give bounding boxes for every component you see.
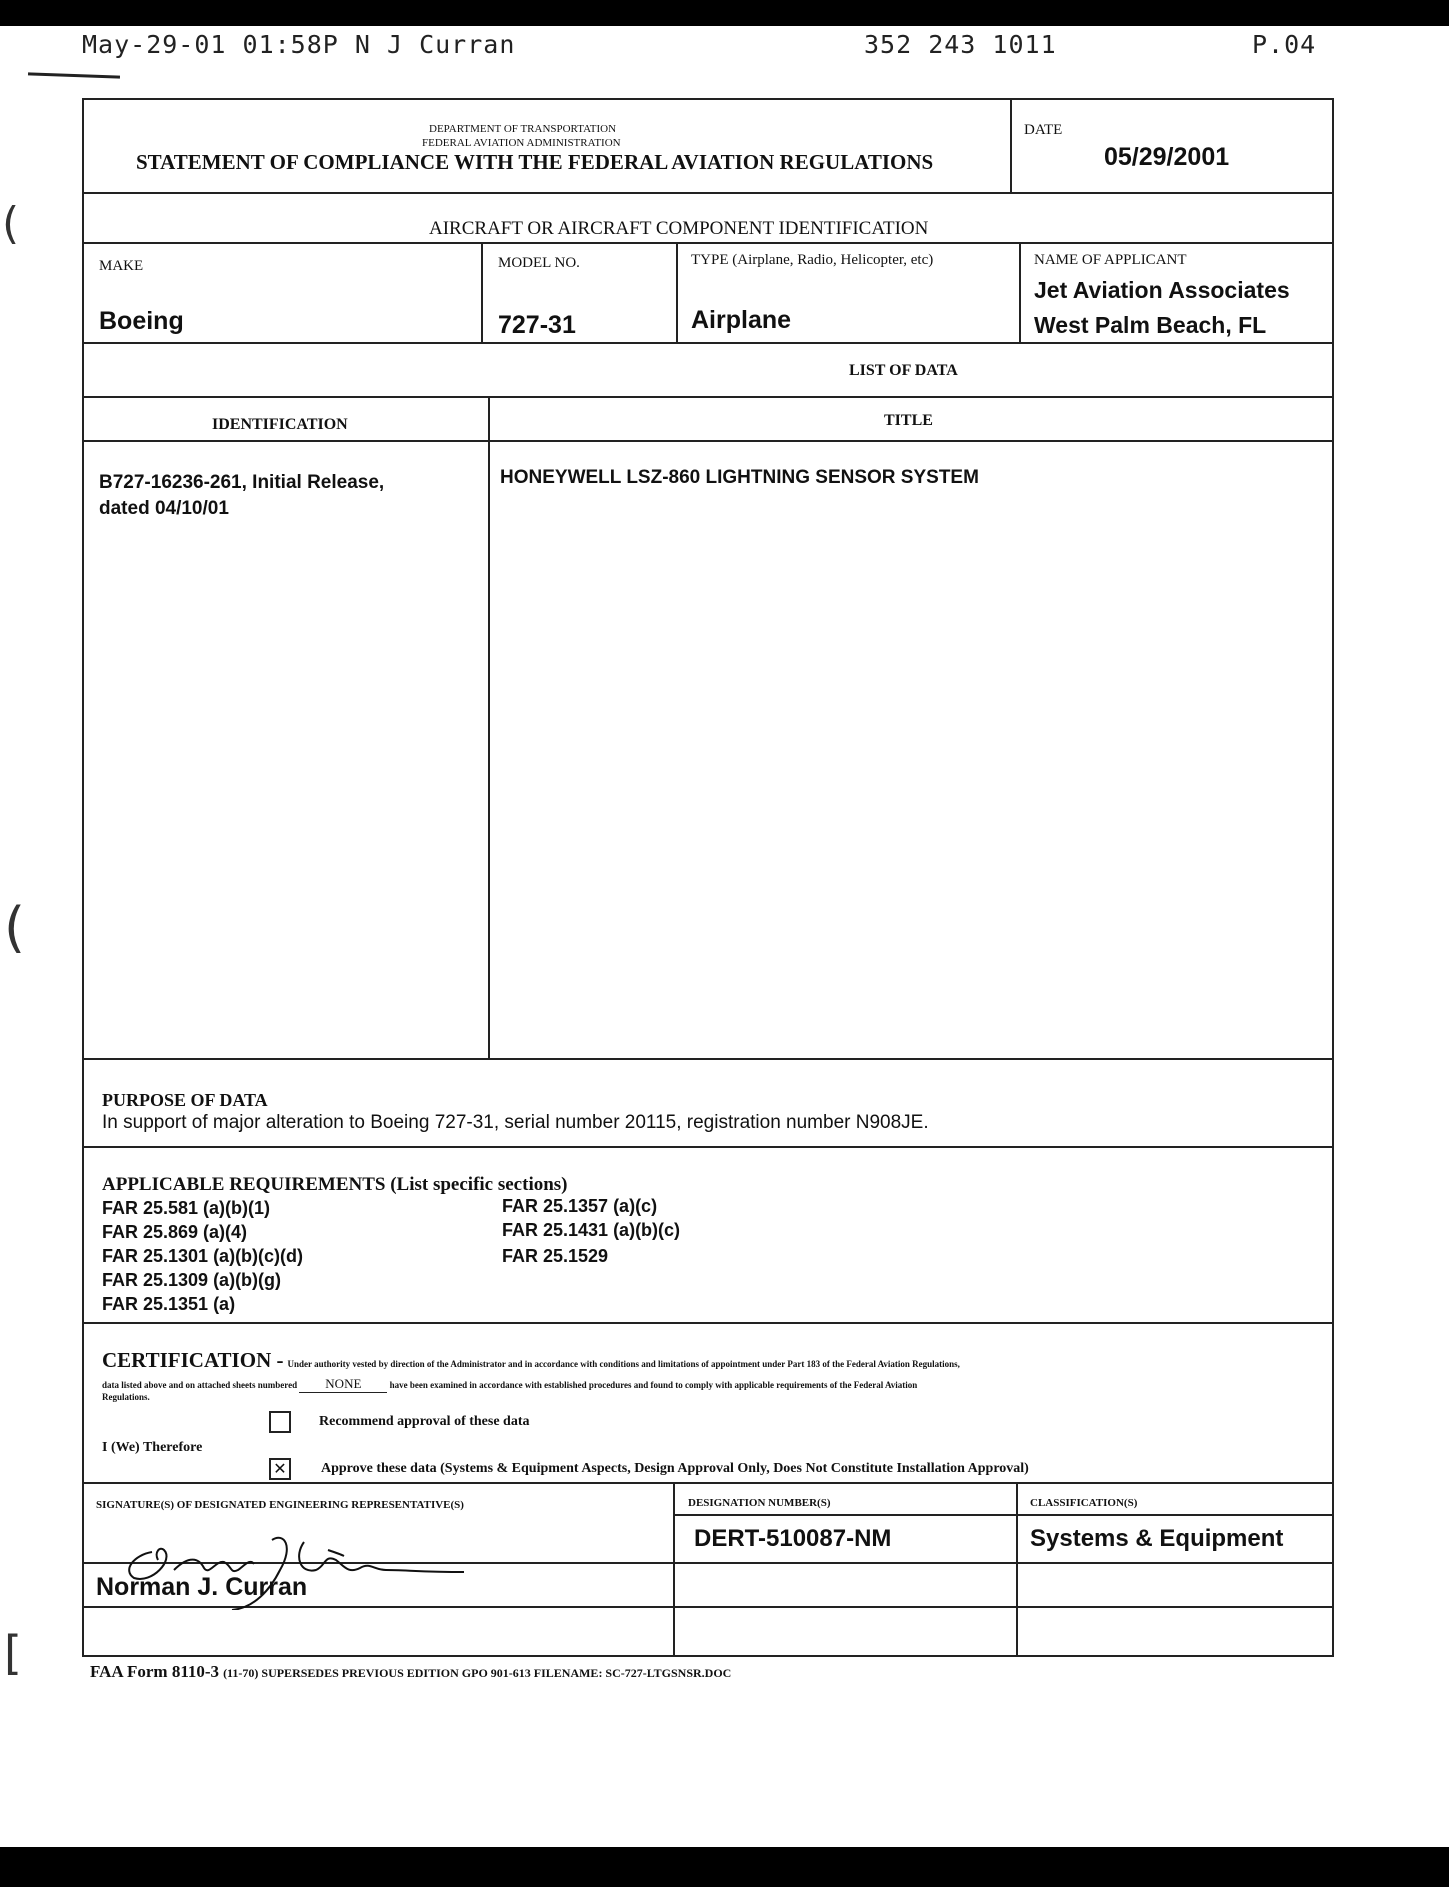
- identification-value-line1: B727-16236-261, Initial Release,: [99, 472, 385, 493]
- requirement-item: FAR 25.1309 (a)(b)(g): [102, 1270, 282, 1290]
- certification-text-part1: Under authority vested by direction of the Administrator and in accordance with conditions and limitations of appointment under Part 183 of the Federal Aviation Regulations,: [287, 1359, 960, 1369]
- form-details: (11-70) SUPERSEDES PREVIOUS EDITION GPO 901-613 FILENAME: SC-727-LTGSNSR.DOC: [223, 1666, 732, 1680]
- title-column-header: TITLE: [884, 412, 933, 429]
- applicant-label: NAME OF APPLICANT: [1034, 252, 1187, 268]
- attached-sheets-value: NONE: [299, 1376, 387, 1393]
- approve-data-label: Approve these data (Systems & Equipment Aspects, Design Approval Only, Does Not Constitute Installation Approval): [321, 1461, 1029, 1476]
- recommend-approval-checkbox[interactable]: [269, 1411, 291, 1433]
- requirement-item: FAR 25.1431 (a)(b)(c): [502, 1220, 681, 1240]
- scan-bottom-border: [0, 1847, 1449, 1887]
- certification-line2: [102, 1376, 917, 1393]
- requirement-item: FAR 25.1301 (a)(b)(c)(d): [102, 1246, 304, 1266]
- faa-form-8110-3: [82, 98, 1334, 1657]
- applicant-location: West Palm Beach, FL: [1034, 312, 1267, 338]
- certification-text-part2: data listed above and on attached sheets numbered: [102, 1380, 298, 1390]
- binder-hole-mark: (: [2, 198, 20, 249]
- type-label: TYPE (Airplane, Radio, Helicopter, etc): [691, 252, 934, 268]
- recommend-approval-label: Recommend approval of these data: [319, 1414, 530, 1429]
- certification-text-part3: have been examined in accordance with established procedures and found to comply with applicable requirements of the Federal Aviation: [389, 1380, 918, 1390]
- purpose-label: PURPOSE OF DATA: [102, 1090, 268, 1110]
- designation-number-label: DESIGNATION NUMBER(S): [688, 1497, 831, 1509]
- handwritten-signature: [104, 1500, 534, 1610]
- requirements-label: APPLICABLE REQUIREMENTS (List specific sections): [102, 1174, 568, 1195]
- title-value: HONEYWELL LSZ-860 LIGHTNING SENSOR SYSTEM: [500, 467, 979, 488]
- requirement-item: FAR 25.1351 (a): [102, 1294, 236, 1314]
- requirement-item: FAR 25.1529: [502, 1246, 609, 1266]
- certification-text-part4: Regulations.: [102, 1392, 150, 1402]
- agency-name: FEDERAL AVIATION ADMINISTRATION: [422, 137, 621, 149]
- type-value: Airplane: [691, 306, 792, 334]
- classification-label: CLASSIFICATION(S): [1030, 1497, 1138, 1509]
- identification-column-header: IDENTIFICATION: [212, 416, 348, 433]
- purpose-text: In support of major alteration to Boeing 727-31, serial number 20115, registration number N908JE.: [102, 1112, 929, 1133]
- date-value: 05/29/2001: [1104, 143, 1230, 171]
- scan-mark: [28, 72, 120, 78]
- make-label: MAKE: [99, 258, 144, 274]
- certification-label: CERTIFICATION -: [102, 1348, 284, 1372]
- list-of-data-title: LIST OF DATA: [849, 362, 958, 379]
- requirement-item: FAR 25.869 (a)(4): [102, 1222, 248, 1242]
- applicant-name: Jet Aviation Associates: [1034, 277, 1290, 303]
- model-label: MODEL NO.: [498, 255, 580, 271]
- therefore-label: I (We) Therefore: [102, 1440, 203, 1455]
- approve-data-checkbox[interactable]: ✕: [269, 1458, 291, 1480]
- signature-label: SIGNATURE(S) OF DESIGNATED ENGINEERING REPRESENTATIVE(S): [96, 1499, 464, 1511]
- representative-name: Norman J. Curran: [96, 1573, 308, 1601]
- identification-section-title: AIRCRAFT OR AIRCRAFT COMPONENT IDENTIFICATION: [429, 218, 929, 239]
- fax-phone-number: 352 243 1011: [864, 30, 1057, 59]
- binder-hole-mark: [: [4, 1626, 22, 1680]
- binder-hole-mark: (: [4, 896, 26, 959]
- department-name: DEPARTMENT OF TRANSPORTATION: [429, 123, 617, 135]
- scan-top-border: [0, 0, 1449, 26]
- model-value: 727-31: [498, 311, 576, 339]
- requirement-item: FAR 25.1357 (a)(c): [502, 1196, 658, 1216]
- form-title: STATEMENT OF COMPLIANCE WITH THE FEDERAL AVIATION REGULATIONS: [136, 150, 934, 174]
- requirement-item: FAR 25.581 (a)(b)(1): [102, 1198, 271, 1218]
- fax-sender-line: May-29-01 01:58P N J Curran: [82, 30, 516, 59]
- date-label: DATE: [1024, 122, 1063, 138]
- designation-number-value: DERT-510087-NM: [694, 1525, 892, 1552]
- form-name: FAA Form 8110-3: [90, 1662, 220, 1681]
- classification-value: Systems & Equipment: [1030, 1525, 1284, 1552]
- identification-value-line2: dated 04/10/01: [99, 498, 229, 519]
- fax-page-number: P.04: [1252, 30, 1317, 59]
- certification-statement: [102, 1348, 960, 1373]
- form-footer: [90, 1662, 731, 1682]
- make-value: Boeing: [99, 307, 184, 335]
